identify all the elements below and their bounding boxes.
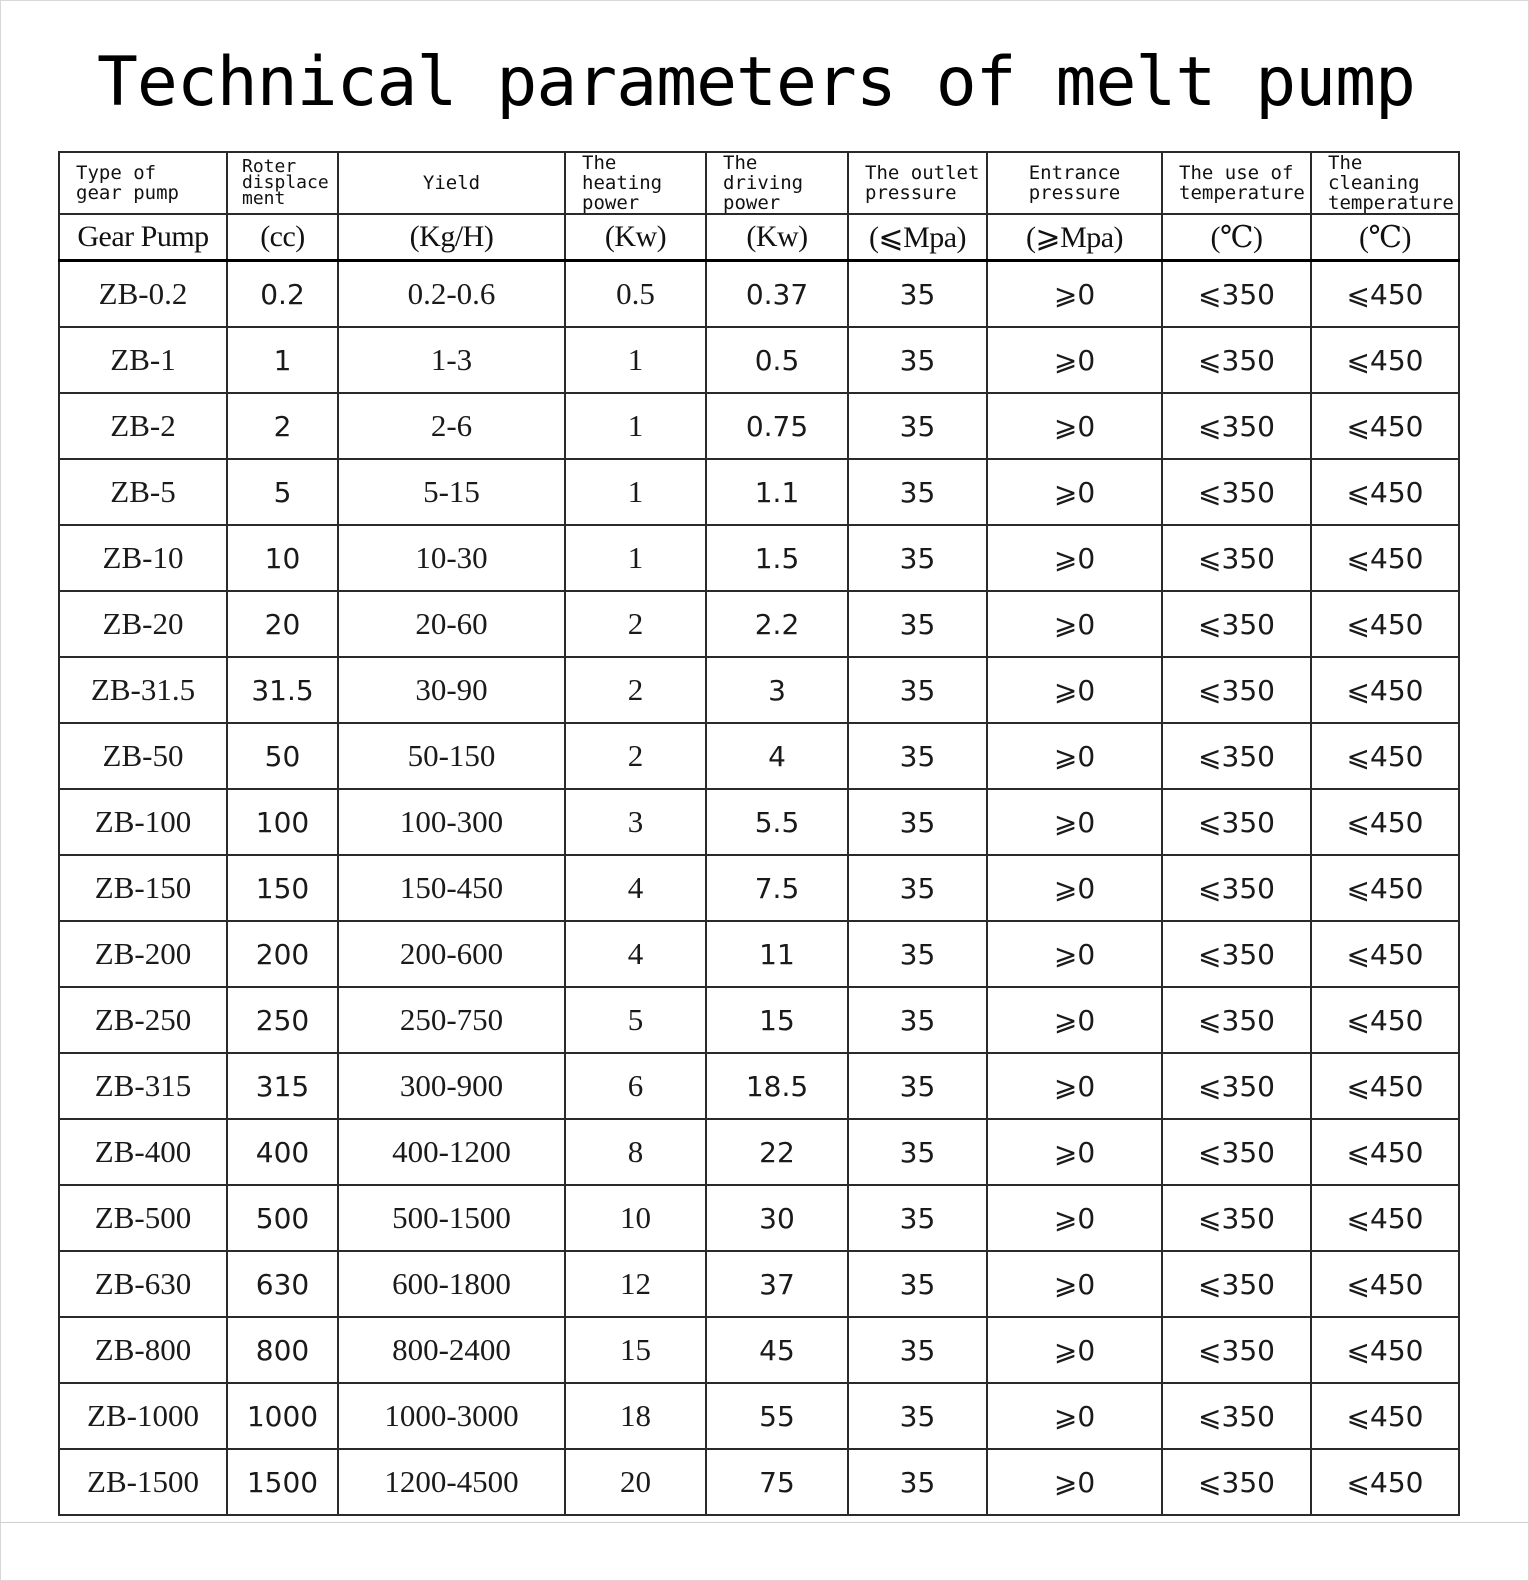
unit-cell: (Kw) bbox=[706, 214, 848, 261]
table-cell: 2.2 bbox=[706, 591, 848, 657]
model-cell: ZB-2 bbox=[59, 393, 227, 459]
table-cell: ⩽450 bbox=[1311, 591, 1459, 657]
model-cell: ZB-100 bbox=[59, 789, 227, 855]
table-cell: 12 bbox=[565, 1251, 706, 1317]
table-cell: 35 bbox=[848, 1383, 987, 1449]
model-cell: ZB-200 bbox=[59, 921, 227, 987]
table-cell: ⩽450 bbox=[1311, 921, 1459, 987]
table-cell: ⩾0 bbox=[987, 327, 1162, 393]
unit-cell: Gear Pump bbox=[59, 214, 227, 261]
table-cell: 1 bbox=[227, 327, 338, 393]
table-cell: 22 bbox=[706, 1119, 848, 1185]
table-cell: ⩾0 bbox=[987, 855, 1162, 921]
header-line: pressure bbox=[865, 182, 957, 204]
table-cell: 600-1800 bbox=[338, 1251, 565, 1317]
table-cell: ⩽350 bbox=[1162, 393, 1311, 459]
table-cell: 35 bbox=[848, 327, 987, 393]
table-cell: 35 bbox=[848, 261, 987, 328]
header-line: temperature bbox=[1179, 182, 1305, 204]
table-cell: 1200-4500 bbox=[338, 1449, 565, 1515]
table-cell: 200 bbox=[227, 921, 338, 987]
unit-cell: (Kw) bbox=[565, 214, 706, 261]
table-cell: ⩽350 bbox=[1162, 1119, 1311, 1185]
model-cell: ZB-315 bbox=[59, 1053, 227, 1119]
table-cell: 800-2400 bbox=[338, 1317, 565, 1383]
table-cell: 2 bbox=[565, 657, 706, 723]
table-cell: 500 bbox=[227, 1185, 338, 1251]
table-cell: 7.5 bbox=[706, 855, 848, 921]
table-cell: 15 bbox=[706, 987, 848, 1053]
unit-cell: (℃) bbox=[1311, 214, 1459, 261]
model-cell: ZB-800 bbox=[59, 1317, 227, 1383]
header-line: Yield bbox=[422, 172, 481, 194]
table-cell: 400 bbox=[227, 1119, 338, 1185]
table-row bbox=[59, 327, 1459, 393]
table-row bbox=[59, 591, 1459, 657]
table-cell: 50 bbox=[227, 723, 338, 789]
table-row bbox=[59, 723, 1459, 789]
table-cell: 315 bbox=[227, 1053, 338, 1119]
table-cell: ⩾0 bbox=[987, 459, 1162, 525]
table-cell: 200-600 bbox=[338, 921, 565, 987]
table-cell: ⩽450 bbox=[1311, 459, 1459, 525]
table-cell: ⩾0 bbox=[987, 1317, 1162, 1383]
table-cell: 35 bbox=[848, 1449, 987, 1515]
table-cell: 20 bbox=[227, 591, 338, 657]
parameters-table bbox=[58, 151, 1460, 1516]
table-cell: 0.75 bbox=[706, 393, 848, 459]
header-line: gear pump bbox=[76, 182, 179, 204]
table-cell: 1 bbox=[565, 525, 706, 591]
table-row bbox=[59, 1449, 1459, 1515]
table-body bbox=[59, 152, 1459, 1515]
table-cell: 1-3 bbox=[338, 327, 565, 393]
table-cell: 3 bbox=[565, 789, 706, 855]
table-cell: 500-1500 bbox=[338, 1185, 565, 1251]
table-row bbox=[59, 657, 1459, 723]
table-cell: 300-900 bbox=[338, 1053, 565, 1119]
header-line: Roter bbox=[242, 156, 297, 177]
table-cell: 6 bbox=[565, 1053, 706, 1119]
table-cell: ⩽450 bbox=[1311, 525, 1459, 591]
model-cell: ZB-31.5 bbox=[59, 657, 227, 723]
table-cell: ⩾0 bbox=[987, 525, 1162, 591]
table-cell: ⩽350 bbox=[1162, 1317, 1311, 1383]
table-cell: 5 bbox=[227, 459, 338, 525]
table-row bbox=[59, 1251, 1459, 1317]
table-cell: ⩽450 bbox=[1311, 1119, 1459, 1185]
table-cell: 8 bbox=[565, 1119, 706, 1185]
header-line: power bbox=[582, 192, 640, 214]
table-cell: 45 bbox=[706, 1317, 848, 1383]
header-entrance-pressure bbox=[987, 152, 1162, 214]
table-cell: 10 bbox=[565, 1185, 706, 1251]
table-cell: 100-300 bbox=[338, 789, 565, 855]
header-line: Entrance bbox=[1028, 162, 1121, 184]
model-cell: ZB-630 bbox=[59, 1251, 227, 1317]
table-cell: 800 bbox=[227, 1317, 338, 1383]
table-cell: ⩽450 bbox=[1311, 327, 1459, 393]
table-cell: 1000 bbox=[227, 1383, 338, 1449]
table-cell: 37 bbox=[706, 1251, 848, 1317]
table-cell: 1000-3000 bbox=[338, 1383, 565, 1449]
table-cell: ⩾0 bbox=[987, 723, 1162, 789]
table-cell: 1.5 bbox=[706, 525, 848, 591]
header-line: The use of bbox=[1179, 162, 1294, 184]
unit-cell: (Kg/H) bbox=[338, 214, 565, 261]
table-cell: 35 bbox=[848, 393, 987, 459]
table-cell: 2 bbox=[227, 393, 338, 459]
table-cell: ⩽450 bbox=[1311, 1317, 1459, 1383]
table-cell: 5.5 bbox=[706, 789, 848, 855]
header-use-temperature bbox=[1162, 152, 1311, 214]
table-cell: 1.1 bbox=[706, 459, 848, 525]
table-cell: 35 bbox=[848, 1185, 987, 1251]
header-line: The heating bbox=[582, 152, 663, 194]
table-cell: ⩽450 bbox=[1311, 657, 1459, 723]
table-cell: ⩽350 bbox=[1162, 1185, 1311, 1251]
table-cell: 35 bbox=[848, 657, 987, 723]
model-cell: ZB-1500 bbox=[59, 1449, 227, 1515]
table-cell: 100 bbox=[227, 789, 338, 855]
table-cell: 400-1200 bbox=[338, 1119, 565, 1185]
header-driving-power bbox=[706, 152, 848, 214]
table-cell: 150-450 bbox=[338, 855, 565, 921]
table-cell: 35 bbox=[848, 921, 987, 987]
table-cell: 35 bbox=[848, 789, 987, 855]
table-cell: ⩾0 bbox=[987, 591, 1162, 657]
header-line: ment bbox=[242, 188, 286, 209]
table-cell: 35 bbox=[848, 855, 987, 921]
model-cell: ZB-1 bbox=[59, 327, 227, 393]
table-cell: 2 bbox=[565, 591, 706, 657]
model-cell: ZB-5 bbox=[59, 459, 227, 525]
table-cell: 75 bbox=[706, 1449, 848, 1515]
table-row bbox=[59, 459, 1459, 525]
table-cell: 5-15 bbox=[338, 459, 565, 525]
table-cell: ⩾0 bbox=[987, 1053, 1162, 1119]
table-cell: 5 bbox=[565, 987, 706, 1053]
table-cell: ⩽350 bbox=[1162, 657, 1311, 723]
table-cell: ⩽450 bbox=[1311, 855, 1459, 921]
table-cell: ⩾0 bbox=[987, 261, 1162, 328]
table-cell: ⩽350 bbox=[1162, 525, 1311, 591]
table-cell: ⩾0 bbox=[987, 1251, 1162, 1317]
table-cell: ⩽350 bbox=[1162, 1251, 1311, 1317]
table-cell: ⩽350 bbox=[1162, 1383, 1311, 1449]
table-cell: ⩽350 bbox=[1162, 921, 1311, 987]
unit-cell: (℃) bbox=[1162, 214, 1311, 261]
table-row bbox=[59, 261, 1459, 328]
table-cell: ⩽350 bbox=[1162, 789, 1311, 855]
table-cell: ⩾0 bbox=[987, 1185, 1162, 1251]
header-line: Type of bbox=[76, 162, 157, 184]
table-cell: 3 bbox=[706, 657, 848, 723]
table-cell: 0.37 bbox=[706, 261, 848, 328]
table-row bbox=[59, 1383, 1459, 1449]
unit-cell: (⩾Mpa) bbox=[987, 214, 1162, 261]
table-cell: 35 bbox=[848, 1053, 987, 1119]
model-cell: ZB-1000 bbox=[59, 1383, 227, 1449]
table-cell: 30 bbox=[706, 1185, 848, 1251]
table-cell: 35 bbox=[848, 1251, 987, 1317]
table-cell: 2 bbox=[565, 723, 706, 789]
table-cell: ⩽350 bbox=[1162, 1053, 1311, 1119]
table-cell: ⩽450 bbox=[1311, 1053, 1459, 1119]
unit-cell: (⩽Mpa) bbox=[848, 214, 987, 261]
table-cell: 55 bbox=[706, 1383, 848, 1449]
table-row bbox=[59, 1185, 1459, 1251]
header-line: temperature bbox=[1328, 192, 1454, 214]
table-cell: 15 bbox=[565, 1317, 706, 1383]
table-cell: 1 bbox=[565, 393, 706, 459]
table-cell: ⩽350 bbox=[1162, 855, 1311, 921]
header-outlet-pressure bbox=[848, 152, 987, 214]
table-cell: ⩽450 bbox=[1311, 723, 1459, 789]
table-cell: 35 bbox=[848, 459, 987, 525]
table-cell: ⩽350 bbox=[1162, 261, 1311, 328]
header-yield bbox=[338, 152, 565, 214]
model-cell: ZB-50 bbox=[59, 723, 227, 789]
table-cell: 35 bbox=[848, 1119, 987, 1185]
table-cell: 31.5 bbox=[227, 657, 338, 723]
table-row bbox=[59, 921, 1459, 987]
table-row bbox=[59, 393, 1459, 459]
table-cell: ⩽450 bbox=[1311, 789, 1459, 855]
header-line: The driving bbox=[723, 152, 804, 194]
table-cell: 250 bbox=[227, 987, 338, 1053]
table-row bbox=[59, 525, 1459, 591]
unit-cell: (cc) bbox=[227, 214, 338, 261]
table-cell: 0.2 bbox=[227, 261, 338, 328]
table-row bbox=[59, 987, 1459, 1053]
bottom-divider bbox=[0, 1522, 1529, 1523]
table-cell: ⩽350 bbox=[1162, 459, 1311, 525]
model-cell: ZB-400 bbox=[59, 1119, 227, 1185]
header-type bbox=[59, 152, 227, 214]
table-cell: ⩽350 bbox=[1162, 1449, 1311, 1515]
table-cell: ⩽450 bbox=[1311, 1449, 1459, 1515]
header-line: The cleaning bbox=[1328, 152, 1420, 194]
table-cell: 10 bbox=[227, 525, 338, 591]
table-cell: ⩽450 bbox=[1311, 1251, 1459, 1317]
table-cell: 20 bbox=[565, 1449, 706, 1515]
table-cell: 35 bbox=[848, 723, 987, 789]
table-cell: 18 bbox=[565, 1383, 706, 1449]
unit-row bbox=[59, 214, 1459, 261]
header-line: The outlet bbox=[865, 162, 980, 184]
table-cell: ⩽450 bbox=[1311, 1185, 1459, 1251]
table-cell: ⩾0 bbox=[987, 789, 1162, 855]
header-row bbox=[59, 152, 1459, 214]
table-row bbox=[59, 789, 1459, 855]
table-cell: 0.5 bbox=[565, 261, 706, 328]
table-cell: 1 bbox=[565, 327, 706, 393]
table-cell: ⩽350 bbox=[1162, 327, 1311, 393]
table-cell: ⩾0 bbox=[987, 393, 1162, 459]
header-line: power bbox=[723, 192, 781, 214]
table-cell: 18.5 bbox=[706, 1053, 848, 1119]
table-cell: 630 bbox=[227, 1251, 338, 1317]
table-cell: 250-750 bbox=[338, 987, 565, 1053]
model-cell: ZB-20 bbox=[59, 591, 227, 657]
table-cell: 1 bbox=[565, 459, 706, 525]
table-cell: ⩾0 bbox=[987, 1119, 1162, 1185]
table-cell: ⩾0 bbox=[987, 1449, 1162, 1515]
header-displacement bbox=[227, 152, 338, 214]
table-cell: ⩾0 bbox=[987, 987, 1162, 1053]
table-cell: ⩽350 bbox=[1162, 591, 1311, 657]
table-cell: 0.2-0.6 bbox=[338, 261, 565, 328]
table-cell: ⩽450 bbox=[1311, 261, 1459, 328]
table-cell: ⩽450 bbox=[1311, 393, 1459, 459]
table-cell: 4 bbox=[565, 855, 706, 921]
table-cell: 35 bbox=[848, 525, 987, 591]
table-row bbox=[59, 1053, 1459, 1119]
table-cell: ⩾0 bbox=[987, 657, 1162, 723]
table-cell: 35 bbox=[848, 1317, 987, 1383]
table-cell: ⩽450 bbox=[1311, 1383, 1459, 1449]
table-cell: 4 bbox=[706, 723, 848, 789]
table-cell: 35 bbox=[848, 987, 987, 1053]
table-cell: 35 bbox=[848, 591, 987, 657]
model-cell: ZB-0.2 bbox=[59, 261, 227, 328]
model-cell: ZB-250 bbox=[59, 987, 227, 1053]
table-cell: 150 bbox=[227, 855, 338, 921]
table-cell: 1500 bbox=[227, 1449, 338, 1515]
table-cell: 20-60 bbox=[338, 591, 565, 657]
model-cell: ZB-500 bbox=[59, 1185, 227, 1251]
table-cell: 30-90 bbox=[338, 657, 565, 723]
table-row bbox=[59, 1119, 1459, 1185]
header-line: displace bbox=[242, 172, 329, 193]
table-cell: 10-30 bbox=[338, 525, 565, 591]
table-cell: ⩾0 bbox=[987, 921, 1162, 987]
table-row bbox=[59, 855, 1459, 921]
table-cell: ⩽350 bbox=[1162, 987, 1311, 1053]
table-cell: 0.5 bbox=[706, 327, 848, 393]
table-cell: ⩾0 bbox=[987, 1383, 1162, 1449]
table-cell: 11 bbox=[706, 921, 848, 987]
table-row bbox=[59, 1317, 1459, 1383]
header-cleaning-temperature bbox=[1311, 152, 1459, 214]
table-cell: ⩽450 bbox=[1311, 987, 1459, 1053]
header-line: pressure bbox=[1028, 182, 1121, 204]
model-cell: ZB-10 bbox=[59, 525, 227, 591]
table-cell: 2-6 bbox=[338, 393, 565, 459]
table-cell: ⩽350 bbox=[1162, 723, 1311, 789]
header-heating-power bbox=[565, 152, 706, 214]
table-cell: 50-150 bbox=[338, 723, 565, 789]
page-title: Technical parameters of melt pump bbox=[96, 43, 1415, 122]
table-cell: 4 bbox=[565, 921, 706, 987]
model-cell: ZB-150 bbox=[59, 855, 227, 921]
